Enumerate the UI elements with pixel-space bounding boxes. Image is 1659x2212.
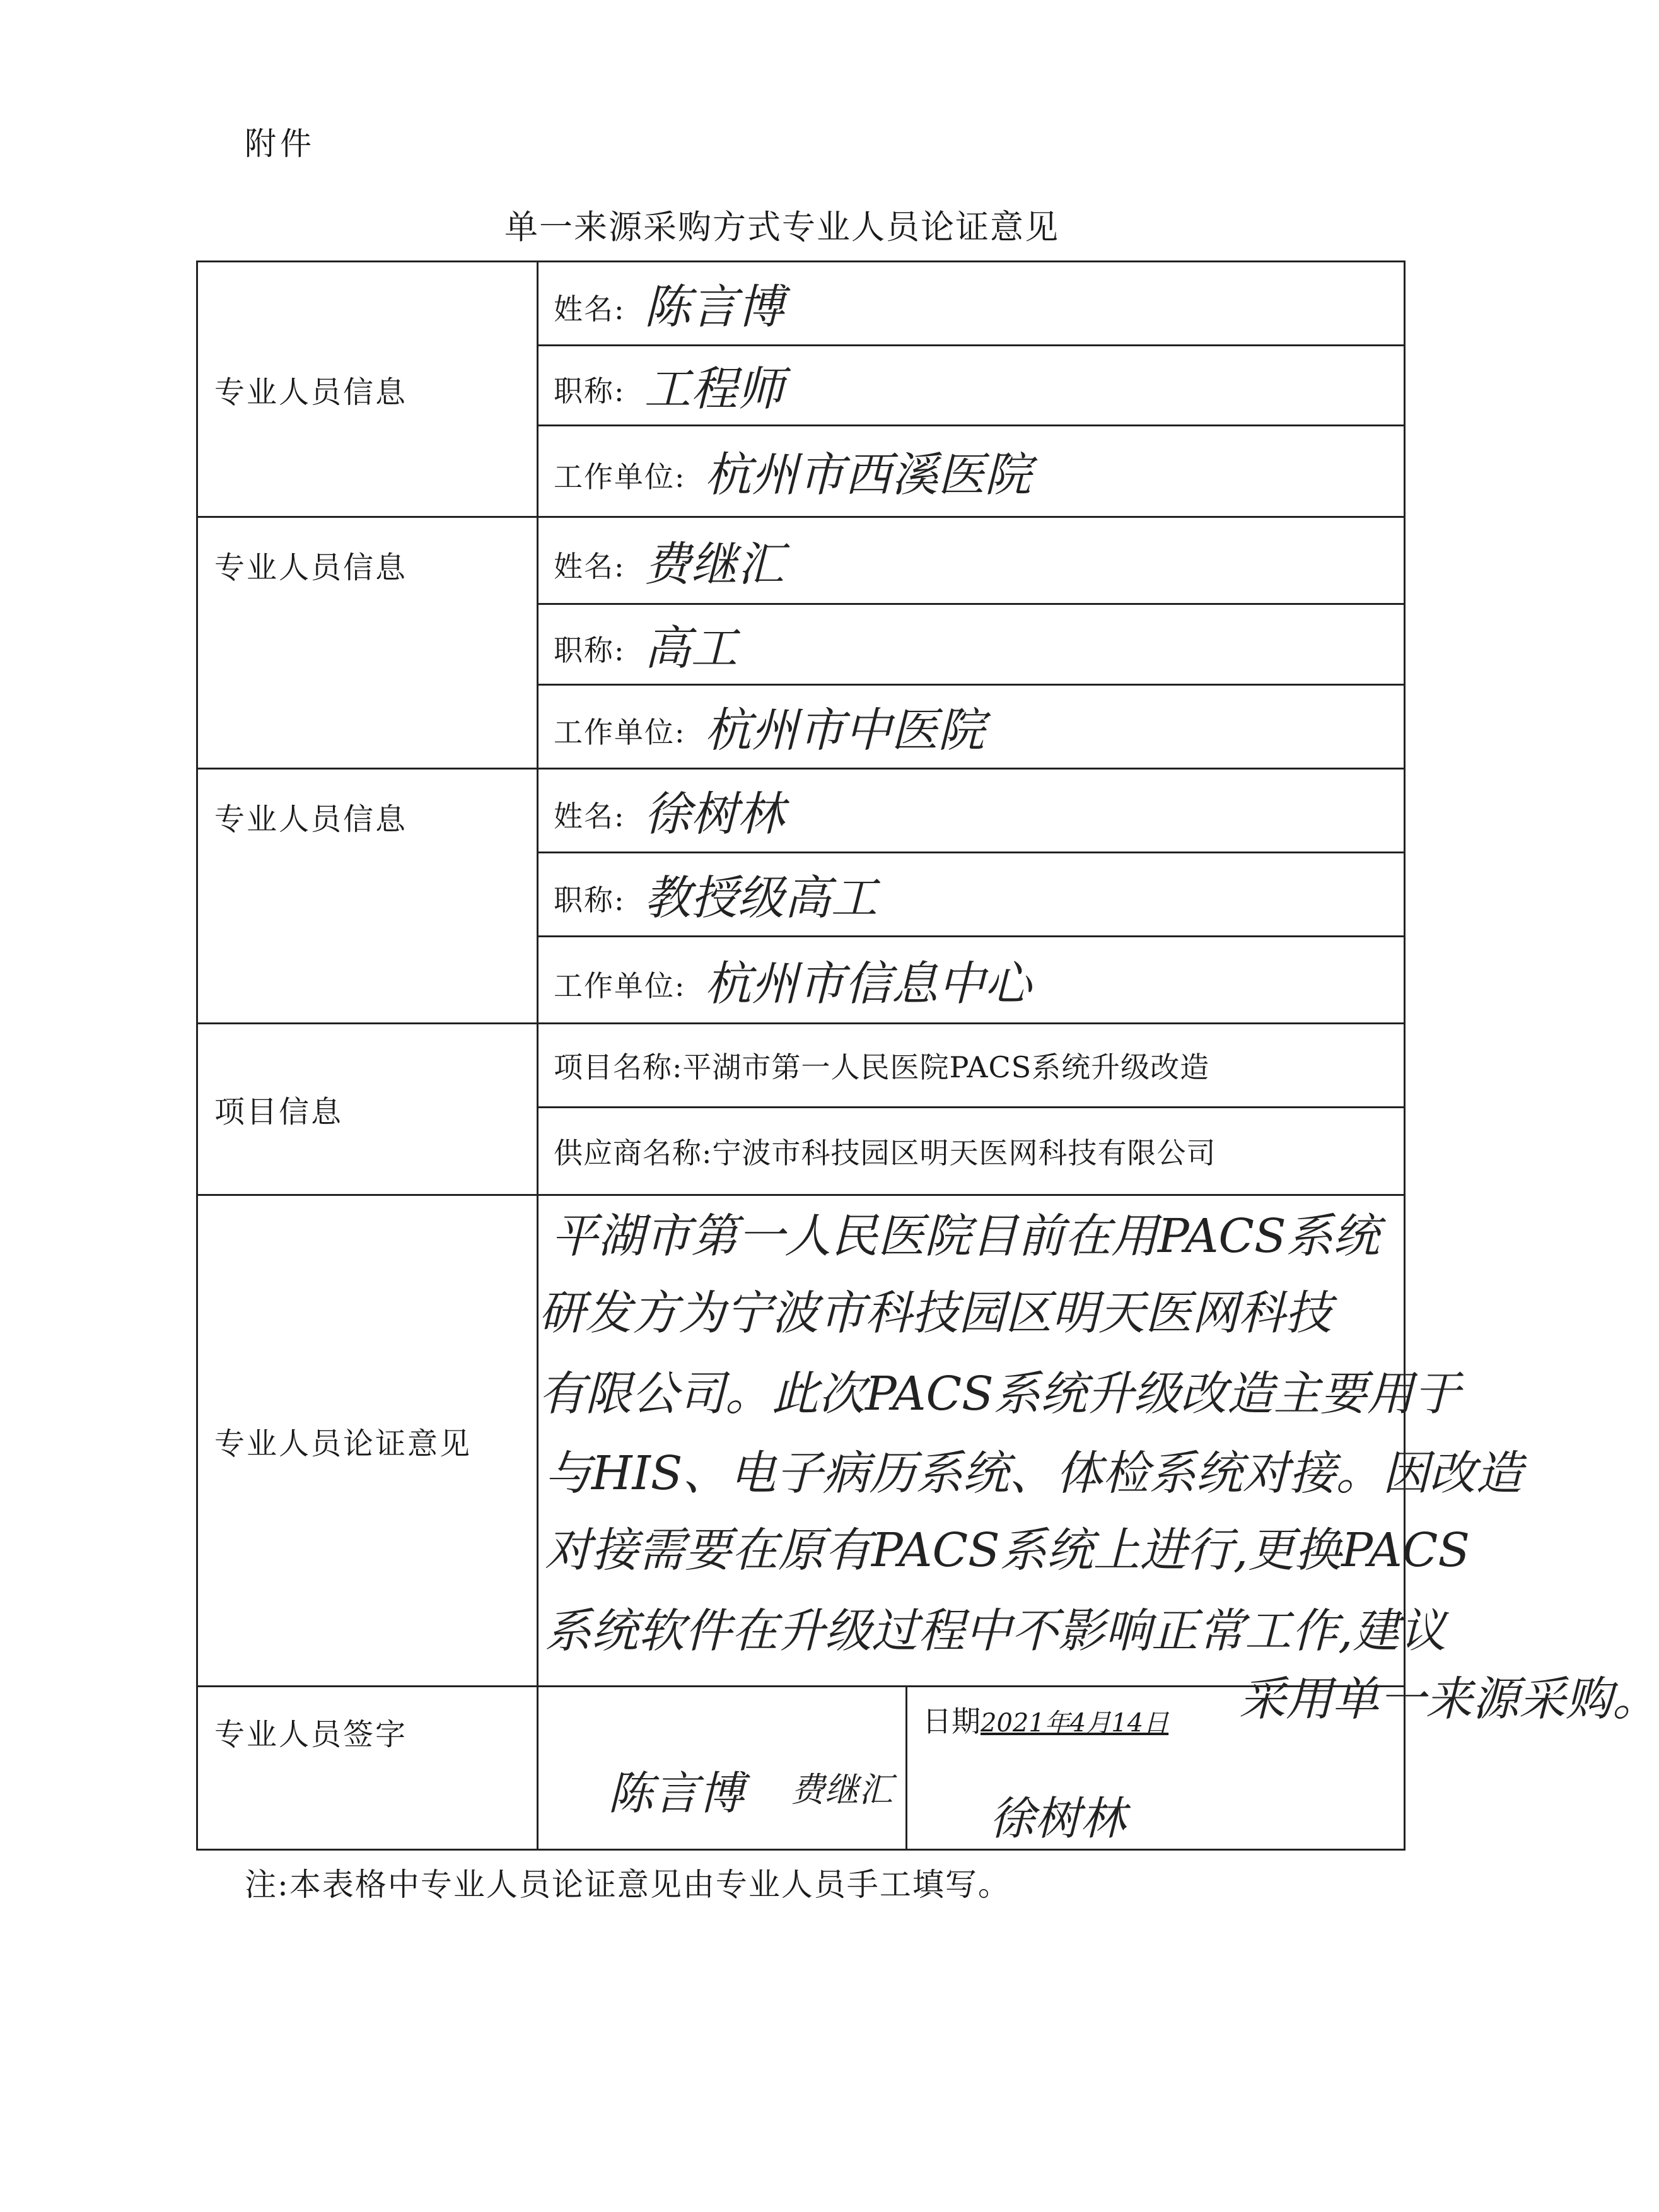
- signature-section-label: 专业人员签字: [197, 1687, 538, 1850]
- name-label: 姓名:: [554, 292, 626, 326]
- signature-cell: [538, 1687, 907, 1850]
- unit-label: 工作单位:: [554, 715, 686, 749]
- expert-2-unit-row: [538, 685, 1405, 769]
- expert-3-title-row: [538, 853, 1405, 937]
- expert-3-title: 教授级高工: [644, 871, 878, 925]
- expert-1-unit-row: [538, 426, 1405, 517]
- expert-2-name: 费继汇: [644, 537, 784, 592]
- title-label: 职称:: [554, 883, 626, 917]
- date-label: 日期: [923, 1704, 981, 1738]
- name-label: 姓名:: [554, 549, 626, 583]
- expert-2-title: 高工: [644, 621, 738, 676]
- form-title: 单一来源采购方式专业人员论证意见: [504, 208, 1059, 247]
- opinion-line: 对接需要在原有PACS系统上进行,更换PACS: [545, 1523, 1470, 1577]
- expert-2-section-label: 专业人员信息: [197, 517, 538, 769]
- date-value: 2021年4月14日: [981, 1709, 1169, 1738]
- expert-3-name-row: [538, 769, 1405, 853]
- signature-2: 费继汇: [791, 1770, 893, 1810]
- expert-1-name: 陈言博: [644, 280, 784, 334]
- date-line: [923, 1699, 1168, 1740]
- footnote: 注:本表格中专业人员论证意见由专业人员手工填写。: [245, 1866, 1011, 1903]
- unit-label: 工作单位:: [554, 968, 686, 1003]
- signature-1: 陈言博: [608, 1767, 745, 1820]
- opinion-line: 有限公司。此次PACS系统升级改造主要用于: [538, 1367, 1460, 1421]
- expert-3-unit: 杭州市信息中心: [704, 956, 1032, 1011]
- expert-1-unit: 杭州市西溪医院: [704, 448, 1032, 502]
- expert-3-section-label: 专业人员信息: [197, 769, 538, 1024]
- opinion-line: 研发方为宁波市科技园区明天医网科技: [538, 1286, 1332, 1340]
- opinion-line: 系统软件在升级过程中不影响正常工作,建议: [545, 1604, 1447, 1658]
- expert-3-name: 徐树林: [644, 787, 784, 841]
- expert-1-name-row: [538, 262, 1405, 346]
- attachment-label: 附件: [245, 126, 315, 162]
- opinion-cell: [538, 1195, 1523, 1687]
- opinion-section-label: 专业人员论证意见: [197, 1195, 538, 1687]
- expert-2-unit: 杭州市中医院: [704, 703, 985, 758]
- opinion-closing: 采用单一来源采购。: [1239, 1672, 1659, 1726]
- supplier-name: 供应商名称:宁波市科技园区明天医网科技有限公司: [538, 1108, 1405, 1195]
- name-label: 姓名:: [554, 799, 626, 833]
- expert-1-title-row: [538, 346, 1405, 426]
- opinion-line: 平湖市第一人民医院目前在用PACS系统: [551, 1209, 1380, 1263]
- unit-label: 工作单位:: [554, 460, 686, 494]
- project-name: 项目名称:平湖市第一人民医院PACS系统升级改造: [538, 1024, 1405, 1108]
- expert-1-title: 工程师: [644, 362, 784, 416]
- signature-3: 徐树林: [989, 1792, 1126, 1845]
- expert-2-title-row: [538, 604, 1405, 685]
- title-label: 职称:: [554, 374, 626, 408]
- title-label: 职称:: [554, 633, 626, 667]
- opinion-line: 与HIS、电子病历系统、体检系统对接。因改造: [545, 1446, 1523, 1501]
- project-section-label: 项目信息: [197, 1024, 538, 1195]
- expert-3-unit-row: [538, 937, 1405, 1024]
- expert-2-name-row: [538, 517, 1405, 604]
- expert-1-section-label: 专业人员信息: [197, 262, 538, 517]
